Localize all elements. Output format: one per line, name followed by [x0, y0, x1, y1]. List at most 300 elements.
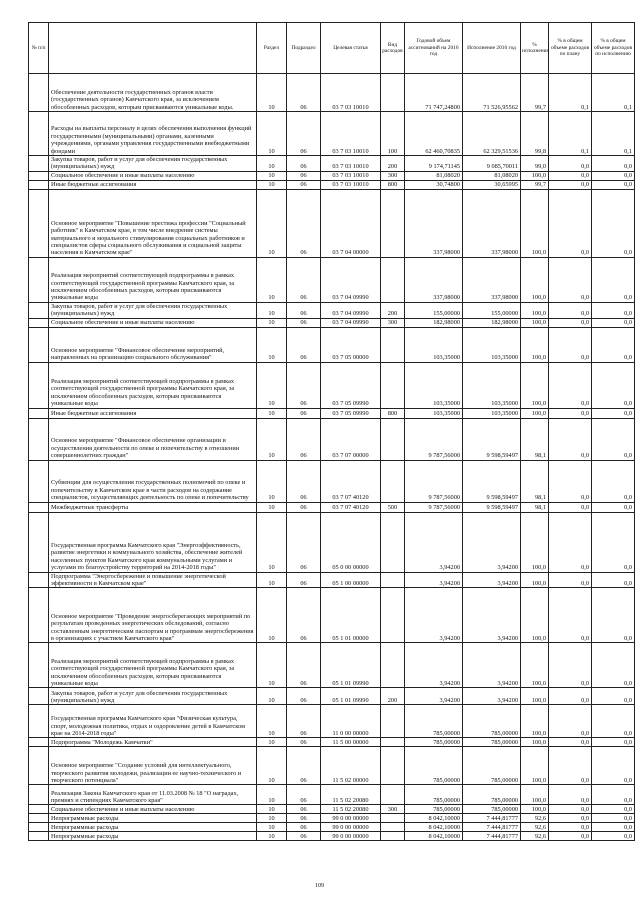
- fact-cell: 9 085,70011: [463, 156, 521, 172]
- share-fact-cell: 0,0: [592, 318, 635, 327]
- name-cell: Иные бюджетные ассигнования: [49, 408, 257, 418]
- expense-type-cell: 200: [381, 302, 405, 318]
- table-row: [29, 832, 635, 841]
- plan-cell: 3,94200: [405, 643, 463, 688]
- expense-type-cell: [381, 747, 405, 785]
- fact-cell: 3,94200: [463, 588, 521, 643]
- podrazdel-cell: 06: [287, 512, 321, 572]
- fact-cell: 785,00000: [463, 805, 521, 814]
- razdel-cell: 10: [257, 318, 287, 327]
- podrazdel-cell: 06: [287, 643, 321, 688]
- podrazdel-cell: 06: [287, 588, 321, 643]
- share-fact-cell: 0,0: [592, 302, 635, 318]
- table-row: [29, 502, 635, 512]
- percent-cell: 92,6: [521, 823, 549, 832]
- plan-cell: 155,00000: [405, 302, 463, 318]
- expense-type-cell: 500: [381, 502, 405, 512]
- razdel-cell: 10: [257, 112, 287, 156]
- num-cell: [29, 572, 49, 588]
- share-fact-cell: 0,0: [592, 588, 635, 643]
- table-row: [29, 318, 635, 327]
- expense-type-cell: [381, 257, 405, 302]
- share-plan-cell: 0,0: [549, 180, 592, 189]
- table-row: [29, 362, 635, 408]
- name-cell: Непрограммные расходы: [49, 832, 257, 841]
- percent-cell: 100,0: [521, 302, 549, 318]
- share-fact-cell: 0,0: [592, 572, 635, 588]
- fact-cell: 103,35000: [463, 327, 521, 362]
- expense-type-cell: [381, 189, 405, 257]
- share-plan-cell: 0,0: [549, 705, 592, 738]
- expense-type-cell: [381, 460, 405, 502]
- podrazdel-cell: 06: [287, 460, 321, 502]
- target-article-cell: 03 7 04 09990: [321, 257, 381, 302]
- razdel-cell: 10: [257, 805, 287, 814]
- percent-cell: 100,0: [521, 327, 549, 362]
- share-fact-cell: 0,0: [592, 460, 635, 502]
- expense-type-cell: [381, 74, 405, 112]
- num-cell: [29, 502, 49, 512]
- header-num: № п/п: [29, 23, 49, 74]
- num-cell: [29, 418, 49, 460]
- header-fact: Исполнение 2016 год: [463, 23, 521, 74]
- num-cell: [29, 785, 49, 805]
- razdel-cell: 10: [257, 156, 287, 172]
- name-cell: Закупка товаров, работ и услуг для обеспечения государственных (муниципальных) нужд: [49, 156, 257, 172]
- plan-cell: 3,94200: [405, 588, 463, 643]
- name-cell: Реализация мероприятий соответствующей подпрограммы в рамках соответствующей государственной программы Камчатского края, за исключением обособленных расходов, которым присваиваются уникальные коды: [49, 362, 257, 408]
- expense-type-cell: [381, 738, 405, 747]
- target-article-cell: 03 7 05 00000: [321, 327, 381, 362]
- razdel-cell: 10: [257, 823, 287, 832]
- expense-type-cell: 200: [381, 688, 405, 705]
- podrazdel-cell: 06: [287, 747, 321, 785]
- num-cell: [29, 705, 49, 738]
- share-fact-cell: 0,1: [592, 112, 635, 156]
- expense-type-cell: 100: [381, 112, 405, 156]
- razdel-cell: 10: [257, 814, 287, 823]
- percent-cell: 100,0: [521, 588, 549, 643]
- target-article-cell: 11 0 00 00000: [321, 705, 381, 738]
- fact-cell: 62 329,51536: [463, 112, 521, 156]
- share-plan-cell: 0,1: [549, 74, 592, 112]
- share-fact-cell: 0,0: [592, 738, 635, 747]
- plan-cell: 785,00000: [405, 785, 463, 805]
- percent-cell: 100,0: [521, 189, 549, 257]
- share-plan-cell: 0,1: [549, 112, 592, 156]
- name-cell: Социальное обеспечение и иные выплаты населению: [49, 805, 257, 814]
- table-row: [29, 408, 635, 418]
- plan-cell: 9 787,56000: [405, 502, 463, 512]
- name-cell: Социальное обеспечение и иные выплаты населению: [49, 171, 257, 180]
- podrazdel-cell: 06: [287, 74, 321, 112]
- expense-type-cell: [381, 572, 405, 588]
- share-plan-cell: 0,0: [549, 418, 592, 460]
- share-fact-cell: 0,0: [592, 327, 635, 362]
- podrazdel-cell: 06: [287, 189, 321, 257]
- share-fact-cell: 0,0: [592, 823, 635, 832]
- expense-type-cell: 800: [381, 408, 405, 418]
- target-article-cell: 03 7 03 10010: [321, 112, 381, 156]
- num-cell: [29, 814, 49, 823]
- share-plan-cell: 0,0: [549, 785, 592, 805]
- target-article-cell: 99 0 00 00000: [321, 823, 381, 832]
- target-article-cell: 03 7 07 40120: [321, 460, 381, 502]
- razdel-cell: 10: [257, 189, 287, 257]
- expense-type-cell: 300: [381, 318, 405, 327]
- table-row: [29, 74, 635, 112]
- share-fact-cell: 0,0: [592, 805, 635, 814]
- share-fact-cell: 0,0: [592, 814, 635, 823]
- share-plan-cell: 0,0: [549, 512, 592, 572]
- table-row: [29, 156, 635, 172]
- target-article-cell: 11 5 00 00000: [321, 738, 381, 747]
- podrazdel-cell: 06: [287, 408, 321, 418]
- plan-cell: 9 174,71145: [405, 156, 463, 172]
- plan-cell: 785,00000: [405, 747, 463, 785]
- table-body: [29, 74, 635, 841]
- fact-cell: 337,98000: [463, 189, 521, 257]
- header-percent: % исполнения: [521, 23, 549, 74]
- percent-cell: 100,0: [521, 785, 549, 805]
- plan-cell: 9 787,56000: [405, 460, 463, 502]
- percent-cell: 100,0: [521, 408, 549, 418]
- expense-type-cell: [381, 814, 405, 823]
- num-cell: [29, 832, 49, 841]
- percent-cell: 98,1: [521, 502, 549, 512]
- expense-type-cell: [381, 705, 405, 738]
- num-cell: [29, 112, 49, 156]
- percent-cell: 100,0: [521, 512, 549, 572]
- plan-cell: 337,98000: [405, 189, 463, 257]
- fact-cell: 7 444,81777: [463, 814, 521, 823]
- podrazdel-cell: 06: [287, 805, 321, 814]
- target-article-cell: 05 0 00 00000: [321, 512, 381, 572]
- target-article-cell: 03 7 03 10010: [321, 74, 381, 112]
- share-plan-cell: 0,0: [549, 502, 592, 512]
- expense-type-cell: 300: [381, 805, 405, 814]
- target-article-cell: 03 7 05 09990: [321, 362, 381, 408]
- target-article-cell: 05 1 01 09990: [321, 688, 381, 705]
- header-name: [49, 23, 257, 74]
- plan-cell: 182,98000: [405, 318, 463, 327]
- fact-cell: 785,00000: [463, 747, 521, 785]
- plan-cell: 3,94200: [405, 572, 463, 588]
- percent-cell: 99,7: [521, 180, 549, 189]
- header-share-plan: % в общем объеме расходов по плану: [549, 23, 592, 74]
- plan-cell: 62 460,70835: [405, 112, 463, 156]
- table-row: [29, 180, 635, 189]
- budget-table: [28, 22, 635, 841]
- share-fact-cell: 0,0: [592, 512, 635, 572]
- table-row: [29, 688, 635, 705]
- share-plan-cell: 0,0: [549, 171, 592, 180]
- num-cell: [29, 302, 49, 318]
- podrazdel-cell: 06: [287, 302, 321, 318]
- target-article-cell: 05 1 00 00000: [321, 572, 381, 588]
- share-fact-cell: 0,1: [592, 74, 635, 112]
- share-plan-cell: 0,0: [549, 688, 592, 705]
- name-cell: Подпрограмма "Молодежь Камчатки": [49, 738, 257, 747]
- fact-cell: 3,94200: [463, 643, 521, 688]
- share-plan-cell: 0,0: [549, 318, 592, 327]
- fact-cell: 3,94200: [463, 688, 521, 705]
- podrazdel-cell: 06: [287, 814, 321, 823]
- expense-type-cell: [381, 823, 405, 832]
- name-cell: Основное мероприятие "Проведение энергосберегающих мероприятий по результатам проведенных энергетических обследований, согласно составленным энергетическим паспортам и программам энергосбережения в организациях с участием Камчатского края": [49, 588, 257, 643]
- share-plan-cell: 0,0: [549, 588, 592, 643]
- percent-cell: 100,0: [521, 257, 549, 302]
- plan-cell: 81,08020: [405, 171, 463, 180]
- header-plan: Годовой объем ассигнований на 2016 год: [405, 23, 463, 74]
- num-cell: [29, 180, 49, 189]
- table-row: [29, 738, 635, 747]
- name-cell: Иные бюджетные ассигнования: [49, 180, 257, 189]
- name-cell: Основное мероприятие "Повышение престижа профессии "Социальный работник" в Камчатском крае, в том числе внедрение системы материального и морального стимулирования социальных работников и специалистов сферы социального обслуживания и социальной защиты населения в Камчатском крае": [49, 189, 257, 257]
- table-row: [29, 189, 635, 257]
- num-cell: [29, 747, 49, 785]
- plan-cell: 71 747,24800: [405, 74, 463, 112]
- podrazdel-cell: 06: [287, 156, 321, 172]
- share-plan-cell: 0,0: [549, 257, 592, 302]
- target-article-cell: 03 7 04 09990: [321, 302, 381, 318]
- share-fact-cell: 0,0: [592, 502, 635, 512]
- target-article-cell: 03 7 04 00000: [321, 189, 381, 257]
- target-article-cell: 03 7 07 00000: [321, 418, 381, 460]
- table-row: [29, 643, 635, 688]
- header-target-article: Целевая статья: [321, 23, 381, 74]
- share-plan-cell: 0,0: [549, 408, 592, 418]
- num-cell: [29, 805, 49, 814]
- num-cell: [29, 189, 49, 257]
- fact-cell: 785,00000: [463, 785, 521, 805]
- table-row: [29, 785, 635, 805]
- percent-cell: 100,0: [521, 318, 549, 327]
- percent-cell: 99,0: [521, 156, 549, 172]
- fact-cell: 7 444,81777: [463, 832, 521, 841]
- num-cell: [29, 257, 49, 302]
- header-share-fact: % в общем объеме расходов по исполнению: [592, 23, 635, 74]
- name-cell: Основное мероприятие "Финансовое обеспечение мероприятий, направленных на организацию социального обслуживания": [49, 327, 257, 362]
- name-cell: Государственная программа Камчатского края "Физическая культура, спорт, молодежная политика, отдых и оздоровление детей в Камчатском крае на 2014-2018 годы": [49, 705, 257, 738]
- name-cell: Субвенции для осуществления государственных полномочий по опеке и попечительству в Камчатском крае в части расходов на содержание специалистов, осуществляющих деятельность по опеке и попечительству: [49, 460, 257, 502]
- num-cell: [29, 74, 49, 112]
- table-row: [29, 257, 635, 302]
- percent-cell: 100,0: [521, 747, 549, 785]
- percent-cell: 100,0: [521, 705, 549, 738]
- share-fact-cell: 0,0: [592, 257, 635, 302]
- share-fact-cell: 0,0: [592, 171, 635, 180]
- razdel-cell: 10: [257, 460, 287, 502]
- expense-type-cell: [381, 588, 405, 643]
- table-row: [29, 814, 635, 823]
- percent-cell: 100,0: [521, 643, 549, 688]
- podrazdel-cell: 06: [287, 823, 321, 832]
- fact-cell: 3,94200: [463, 572, 521, 588]
- percent-cell: 98,1: [521, 460, 549, 502]
- podrazdel-cell: 06: [287, 180, 321, 189]
- num-cell: [29, 460, 49, 502]
- plan-cell: 785,00000: [405, 738, 463, 747]
- share-fact-cell: 0,0: [592, 362, 635, 408]
- share-plan-cell: 0,0: [549, 814, 592, 823]
- fact-cell: 3,94200: [463, 512, 521, 572]
- num-cell: [29, 171, 49, 180]
- podrazdel-cell: 06: [287, 502, 321, 512]
- percent-cell: 99,8: [521, 112, 549, 156]
- share-fact-cell: 0,0: [592, 180, 635, 189]
- name-cell: Реализация мероприятий соответствующей подпрограммы в рамках соответствующей государственной программы Камчатского края, за исключением обособленных расходов, которым присваиваются уникальные коды: [49, 643, 257, 688]
- podrazdel-cell: 06: [287, 705, 321, 738]
- plan-cell: 8 042,10000: [405, 832, 463, 841]
- name-cell: Непрограммные расходы: [49, 823, 257, 832]
- table-row: [29, 460, 635, 502]
- name-cell: Подпрограмма "Энергосбережение и повышение энергетической эффективности в Камчатском крае": [49, 572, 257, 588]
- table-header-row: [29, 23, 635, 74]
- percent-cell: 100,0: [521, 171, 549, 180]
- target-article-cell: 03 7 03 10010: [321, 156, 381, 172]
- podrazdel-cell: 06: [287, 832, 321, 841]
- share-fact-cell: 0,0: [592, 832, 635, 841]
- razdel-cell: 10: [257, 832, 287, 841]
- share-fact-cell: 0,0: [592, 418, 635, 460]
- razdel-cell: 10: [257, 502, 287, 512]
- razdel-cell: 10: [257, 572, 287, 588]
- expense-type-cell: 800: [381, 180, 405, 189]
- num-cell: [29, 327, 49, 362]
- target-article-cell: 11 5 02 20080: [321, 785, 381, 805]
- share-plan-cell: 0,0: [549, 643, 592, 688]
- name-cell: Государственная программа Камчатского края "Энергоэффективность, развитие энергетики и коммунального хозяйства, обеспечение жителей населенных пунктов Камчатского края коммунальными услугами и услугами по благоустройству территорий на 2014-2018 годы": [49, 512, 257, 572]
- percent-cell: 92,6: [521, 832, 549, 841]
- num-cell: [29, 688, 49, 705]
- num-cell: [29, 738, 49, 747]
- plan-cell: 103,35000: [405, 327, 463, 362]
- share-fact-cell: 0,0: [592, 705, 635, 738]
- fact-cell: 71 526,95562: [463, 74, 521, 112]
- razdel-cell: 10: [257, 408, 287, 418]
- razdel-cell: 10: [257, 362, 287, 408]
- share-plan-cell: 0,0: [549, 572, 592, 588]
- target-article-cell: 03 7 07 40120: [321, 502, 381, 512]
- num-cell: [29, 362, 49, 408]
- share-plan-cell: 0,0: [549, 738, 592, 747]
- target-article-cell: 11 5 02 20080: [321, 805, 381, 814]
- razdel-cell: 10: [257, 327, 287, 362]
- table-row: [29, 171, 635, 180]
- num-cell: [29, 318, 49, 327]
- name-cell: Закупка товаров, работ и услуг для обеспечения государственных (муниципальных) нужд: [49, 302, 257, 318]
- percent-cell: 100,0: [521, 805, 549, 814]
- target-article-cell: 11 5 02 00000: [321, 747, 381, 785]
- podrazdel-cell: 06: [287, 738, 321, 747]
- share-plan-cell: 0,0: [549, 832, 592, 841]
- name-cell: Реализация мероприятий соответствующей подпрограммы в рамках соответствующей государственной программы Камчатского края, за исключением обособленных расходов, которым присваиваются уникальные коды: [49, 257, 257, 302]
- num-cell: [29, 156, 49, 172]
- num-cell: [29, 823, 49, 832]
- share-fact-cell: 0,0: [592, 785, 635, 805]
- razdel-cell: 10: [257, 688, 287, 705]
- share-fact-cell: 0,0: [592, 408, 635, 418]
- share-plan-cell: 0,0: [549, 302, 592, 318]
- plan-cell: 3,94200: [405, 688, 463, 705]
- table-row: [29, 823, 635, 832]
- podrazdel-cell: 06: [287, 785, 321, 805]
- plan-cell: 103,35000: [405, 408, 463, 418]
- podrazdel-cell: 06: [287, 327, 321, 362]
- expense-type-cell: 200: [381, 156, 405, 172]
- podrazdel-cell: 06: [287, 171, 321, 180]
- target-article-cell: 03 7 05 09990: [321, 408, 381, 418]
- razdel-cell: 10: [257, 785, 287, 805]
- podrazdel-cell: 06: [287, 418, 321, 460]
- header-podrazdel: Подраздел: [287, 23, 321, 74]
- percent-cell: 99,7: [521, 74, 549, 112]
- name-cell: Непрограммные расходы: [49, 814, 257, 823]
- plan-cell: 30,74800: [405, 180, 463, 189]
- table-row: [29, 705, 635, 738]
- share-fact-cell: 0,0: [592, 747, 635, 785]
- razdel-cell: 10: [257, 302, 287, 318]
- podrazdel-cell: 06: [287, 362, 321, 408]
- name-cell: Межбюджетные трансферты: [49, 502, 257, 512]
- header-expense-type: Вид расходов: [381, 23, 405, 74]
- podrazdel-cell: 06: [287, 688, 321, 705]
- percent-cell: 100,0: [521, 362, 549, 408]
- target-article-cell: 03 7 03 10010: [321, 180, 381, 189]
- table-row: [29, 418, 635, 460]
- target-article-cell: 05 1 01 00000: [321, 588, 381, 643]
- podrazdel-cell: 06: [287, 572, 321, 588]
- table-row: [29, 747, 635, 785]
- name-cell: Закупка товаров, работ и услуг для обеспечения государственных (муниципальных) нужд: [49, 688, 257, 705]
- fact-cell: 103,35000: [463, 408, 521, 418]
- share-plan-cell: 0,0: [549, 362, 592, 408]
- target-article-cell: 03 7 03 10010: [321, 171, 381, 180]
- razdel-cell: 10: [257, 171, 287, 180]
- razdel-cell: 10: [257, 512, 287, 572]
- name-cell: Социальное обеспечение и иные выплаты населению: [49, 318, 257, 327]
- razdel-cell: 10: [257, 705, 287, 738]
- plan-cell: 785,00000: [405, 705, 463, 738]
- num-cell: [29, 512, 49, 572]
- fact-cell: 182,98000: [463, 318, 521, 327]
- fact-cell: 785,00000: [463, 705, 521, 738]
- expense-type-cell: 300: [381, 171, 405, 180]
- target-article-cell: 03 7 04 09990: [321, 318, 381, 327]
- header-razdel: Раздел: [257, 23, 287, 74]
- fact-cell: 337,98000: [463, 257, 521, 302]
- table-row: [29, 302, 635, 318]
- expense-type-cell: [381, 362, 405, 408]
- expense-type-cell: [381, 327, 405, 362]
- table-row: [29, 572, 635, 588]
- podrazdel-cell: 06: [287, 112, 321, 156]
- expense-type-cell: [381, 418, 405, 460]
- fact-cell: 81,08020: [463, 171, 521, 180]
- num-cell: [29, 643, 49, 688]
- plan-cell: 337,98000: [405, 257, 463, 302]
- fact-cell: 9 598,59497: [463, 502, 521, 512]
- name-cell: Расходы на выплаты персоналу в целях обеспечения выполнения функций государственными (муниципальными) органами, казенными учреждениями, органами управления государственными внебюджетными фондами: [49, 112, 257, 156]
- share-fact-cell: 0,0: [592, 189, 635, 257]
- table-row: [29, 112, 635, 156]
- plan-cell: 8 042,10000: [405, 814, 463, 823]
- page-number: 109: [315, 883, 324, 889]
- table-row: [29, 512, 635, 572]
- podrazdel-cell: 06: [287, 318, 321, 327]
- target-article-cell: 05 1 01 09990: [321, 643, 381, 688]
